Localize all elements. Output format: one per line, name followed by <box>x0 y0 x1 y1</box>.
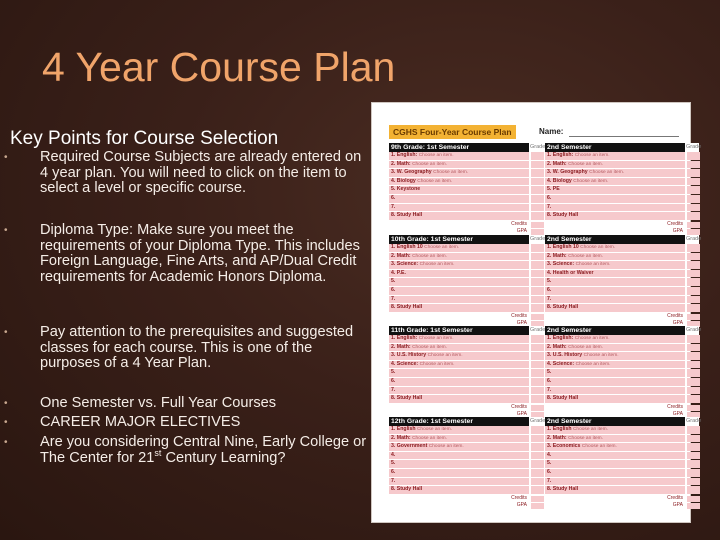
choose-item-dropdown: Choose an item. <box>412 344 447 350</box>
choose-item-dropdown: Choose an item. <box>574 153 610 158</box>
gpa-total: GPA <box>389 411 529 419</box>
choose-item-dropdown: Choose an item. <box>418 153 454 158</box>
course-row[interactable]: 7. <box>389 296 529 305</box>
course-row[interactable]: 5. PE <box>545 186 685 195</box>
bullet-icon: • <box>4 398 8 409</box>
choose-item-dropdown: Choose an item. <box>412 435 447 441</box>
course-row[interactable]: 2. Math: Choose an item. <box>545 161 685 170</box>
bullet-text: Pay attention to the prerequisites and suggested classes for each course. This is one of the purposes of a 4 Year Plan. <box>40 324 354 372</box>
choose-item-dropdown: Choose an item. <box>433 170 469 176</box>
credits-total: Credits <box>545 404 685 412</box>
choose-item-dropdown: Choose an item. <box>418 336 454 341</box>
semester-header: 10th Grade: 1st Semester Grade <box>391 236 546 243</box>
choose-item-dropdown: Choose an item. <box>419 262 455 268</box>
bullet-text: One Semester vs. Full Year Courses <box>40 395 277 411</box>
choose-item-dropdown: Choose an item. <box>417 178 453 184</box>
course-row[interactable]: 5. <box>389 278 529 287</box>
course-row[interactable]: 1. English 10 Choose an item. <box>389 244 529 253</box>
gpa-total: GPA <box>389 502 529 510</box>
bullet-text: CAREER MAJOR ELECTIVES <box>40 414 241 430</box>
course-row[interactable]: 4. Science: Choose an item. <box>545 361 685 370</box>
credits-total: Credits <box>545 495 685 503</box>
choose-item-dropdown: Choose an item. <box>581 444 617 450</box>
course-row[interactable]: 8. Study Hall <box>389 304 529 313</box>
bullet-text: Diploma Type: Make sure you meet the requirements of your Diploma Type. This includes Foreign Language, Fine Arts, and AP/Dual Credit requirements for Academic Honors Diploma. <box>40 222 360 285</box>
choose-item-dropdown: Choose an item. <box>427 353 463 359</box>
course-row[interactable]: 2. Math: Choose an item. <box>545 435 685 444</box>
choose-item-dropdown: Choose an item. <box>424 245 460 250</box>
choose-item-dropdown: Choose an item. <box>568 161 603 167</box>
semester-header: 12th Grade: 1st Semester Grade <box>391 418 546 425</box>
course-row[interactable]: 6. <box>545 287 685 296</box>
course-row[interactable]: 3. Government Choose an item. <box>389 443 529 452</box>
course-row[interactable]: 2. Math: Choose an item. <box>389 253 529 262</box>
course-row[interactable]: 7. <box>389 204 529 213</box>
course-row[interactable]: 7. <box>545 296 685 305</box>
course-row[interactable]: 3. W. Geography Choose an item. <box>389 169 529 178</box>
gpa-total: GPA <box>545 228 685 236</box>
course-row[interactable]: 7. <box>389 387 529 396</box>
course-row[interactable]: 6. <box>389 195 529 204</box>
gpa-total: GPA <box>545 411 685 419</box>
course-row[interactable]: 4. Biology Choose an item. <box>389 178 529 187</box>
choose-item-dropdown: Choose an item. <box>583 353 619 359</box>
choose-item-dropdown: Choose an item. <box>568 344 603 350</box>
course-row[interactable]: 8. Study Hall <box>389 395 529 404</box>
course-row[interactable]: 2. Math: Choose an item. <box>545 344 685 353</box>
credits-total: Credits <box>389 313 529 321</box>
semester-header: 2nd Semester Grade <box>547 327 702 334</box>
choose-item-dropdown: Choose an item. <box>572 427 608 432</box>
credits-total: Credits <box>545 313 685 321</box>
course-row[interactable]: 3. Science: Choose an item. <box>545 261 685 270</box>
course-row[interactable]: 1. English: Choose an item. <box>545 335 685 344</box>
slide-title: 4 Year Course Plan <box>42 44 396 90</box>
course-row[interactable]: 3. W. Geography Choose an item. <box>545 169 685 178</box>
course-row[interactable]: 1. English Choose an item. <box>389 426 529 435</box>
semester-table <box>389 143 546 236</box>
course-row[interactable]: 8. Study Hall <box>545 304 685 313</box>
course-row[interactable]: 2. Math: Choose an item. <box>389 161 529 170</box>
choose-item-dropdown: Choose an item. <box>580 245 616 250</box>
choose-item-dropdown: Choose an item. <box>575 262 611 268</box>
bullet-icon: • <box>4 225 8 236</box>
plan-title: CGHS Four-Year Course Plan <box>389 125 516 139</box>
course-row[interactable]: 4. Health or Waiver <box>545 270 685 279</box>
semester-header: 2nd Semester Grade <box>547 236 702 243</box>
semester-table <box>545 235 702 328</box>
course-row[interactable]: 6. <box>545 469 685 478</box>
course-row[interactable]: 2. Math: Choose an item. <box>389 435 529 444</box>
semester-table <box>545 143 702 236</box>
semester-table <box>389 417 546 510</box>
choose-item-dropdown: Choose an item. <box>428 444 464 450</box>
choose-item-dropdown: Choose an item. <box>568 435 603 441</box>
semester-header: 2nd Semester Grade <box>547 418 702 425</box>
course-row[interactable]: 6. <box>545 195 685 204</box>
gpa-total: GPA <box>545 502 685 510</box>
course-row[interactable]: 6. <box>545 378 685 387</box>
choose-item-dropdown: Choose an item. <box>412 253 447 259</box>
semester-table <box>389 235 546 328</box>
credits-total: Credits <box>389 404 529 412</box>
course-row[interactable]: 3. Economics Choose an item. <box>545 443 685 452</box>
course-row[interactable]: 1. English: Choose an item. <box>389 335 529 344</box>
course-row[interactable]: 4. P.E. <box>389 270 529 279</box>
choose-item-dropdown: Choose an item. <box>573 178 609 184</box>
credits-total: Credits <box>545 221 685 229</box>
course-row[interactable]: 7. <box>545 478 685 487</box>
course-row[interactable]: 3. U.S. History Choose an item. <box>545 352 685 361</box>
course-row[interactable]: 4. <box>389 452 529 461</box>
choose-item-dropdown: Choose an item. <box>419 361 455 367</box>
choose-item-dropdown: Choose an item. <box>589 170 625 176</box>
course-row[interactable]: 6. <box>389 469 529 478</box>
bullet-icon: • <box>4 437 8 448</box>
course-row[interactable]: 8. Study Hall <box>545 212 685 221</box>
semester-header: 2nd Semester Grade <box>547 144 702 151</box>
course-row[interactable]: 7. <box>389 478 529 487</box>
semester-table <box>389 326 546 419</box>
course-row[interactable]: 4. Biology Choose an item. <box>545 178 685 187</box>
gpa-total: GPA <box>389 228 529 236</box>
bullet-text: Required Course Subjects are already entered on 4 year plan. You will need to click on the item to select a level or specific course. <box>40 149 362 197</box>
course-row[interactable]: 8. Study Hall <box>389 486 529 495</box>
course-row[interactable]: 1. English: Choose an item. <box>545 152 685 161</box>
course-row[interactable]: 6. <box>389 287 529 296</box>
credits-total: Credits <box>389 495 529 503</box>
course-row[interactable]: 5. <box>389 369 529 378</box>
course-row[interactable]: 7. <box>545 387 685 396</box>
course-row[interactable]: 5. <box>545 278 685 287</box>
gpa-total: GPA <box>389 320 529 328</box>
course-row[interactable]: 2. Math: Choose an item. <box>545 253 685 262</box>
choose-item-dropdown: Choose an item. <box>416 427 452 432</box>
semester-table <box>545 417 702 510</box>
course-row[interactable]: 4. <box>545 452 685 461</box>
plan-header <box>389 125 679 139</box>
course-row[interactable]: 1. English: Choose an item. <box>389 152 529 161</box>
semester-header: 11th Grade: 1st Semester Grade <box>391 327 546 334</box>
course-row[interactable]: 8. Study Hall <box>545 395 685 404</box>
choose-item-dropdown: Choose an item. <box>412 161 447 167</box>
course-row[interactable]: 7. <box>545 204 685 213</box>
credits-total: Credits <box>389 221 529 229</box>
course-row[interactable]: 1. English Choose an item. <box>545 426 685 435</box>
course-row[interactable]: 6. <box>389 378 529 387</box>
choose-item-dropdown: Choose an item. <box>568 253 603 259</box>
course-row[interactable]: 5. <box>545 369 685 378</box>
course-row[interactable]: 5. <box>389 460 529 469</box>
course-row[interactable]: 8. Study Hall <box>389 212 529 221</box>
bullet-icon: • <box>4 417 8 428</box>
course-row[interactable]: 4. Science: Choose an item. <box>389 361 529 370</box>
course-row[interactable]: 1. English 10 Choose an item. <box>545 244 685 253</box>
course-plan-image <box>371 102 702 523</box>
course-row[interactable]: 5. <box>545 460 685 469</box>
course-row[interactable]: 8. Study Hall <box>545 486 685 495</box>
bullet-icon: • <box>4 327 8 338</box>
semester-header: 9th Grade: 1st Semester Grade <box>391 144 546 151</box>
semester-table <box>545 326 702 419</box>
choose-item-dropdown: Choose an item. <box>574 336 610 341</box>
choose-item-dropdown: Choose an item. <box>575 361 611 367</box>
slide-subtitle: Key Points for Course Selection <box>10 128 279 149</box>
course-row[interactable]: 3. U.S. History Choose an item. <box>389 352 529 361</box>
course-row[interactable]: 5. Keystone <box>389 186 529 195</box>
course-row[interactable]: 3. Science: Choose an item. <box>389 261 529 270</box>
gpa-total: GPA <box>545 320 685 328</box>
course-row[interactable]: 2. Math: Choose an item. <box>389 344 529 353</box>
bullet-icon: • <box>4 152 8 163</box>
bullet-text: Are you considering Central Nine, Early College or The Center for 21st Century Learning? <box>40 434 367 466</box>
name-line <box>569 136 679 137</box>
name-label: Name: <box>539 127 564 136</box>
